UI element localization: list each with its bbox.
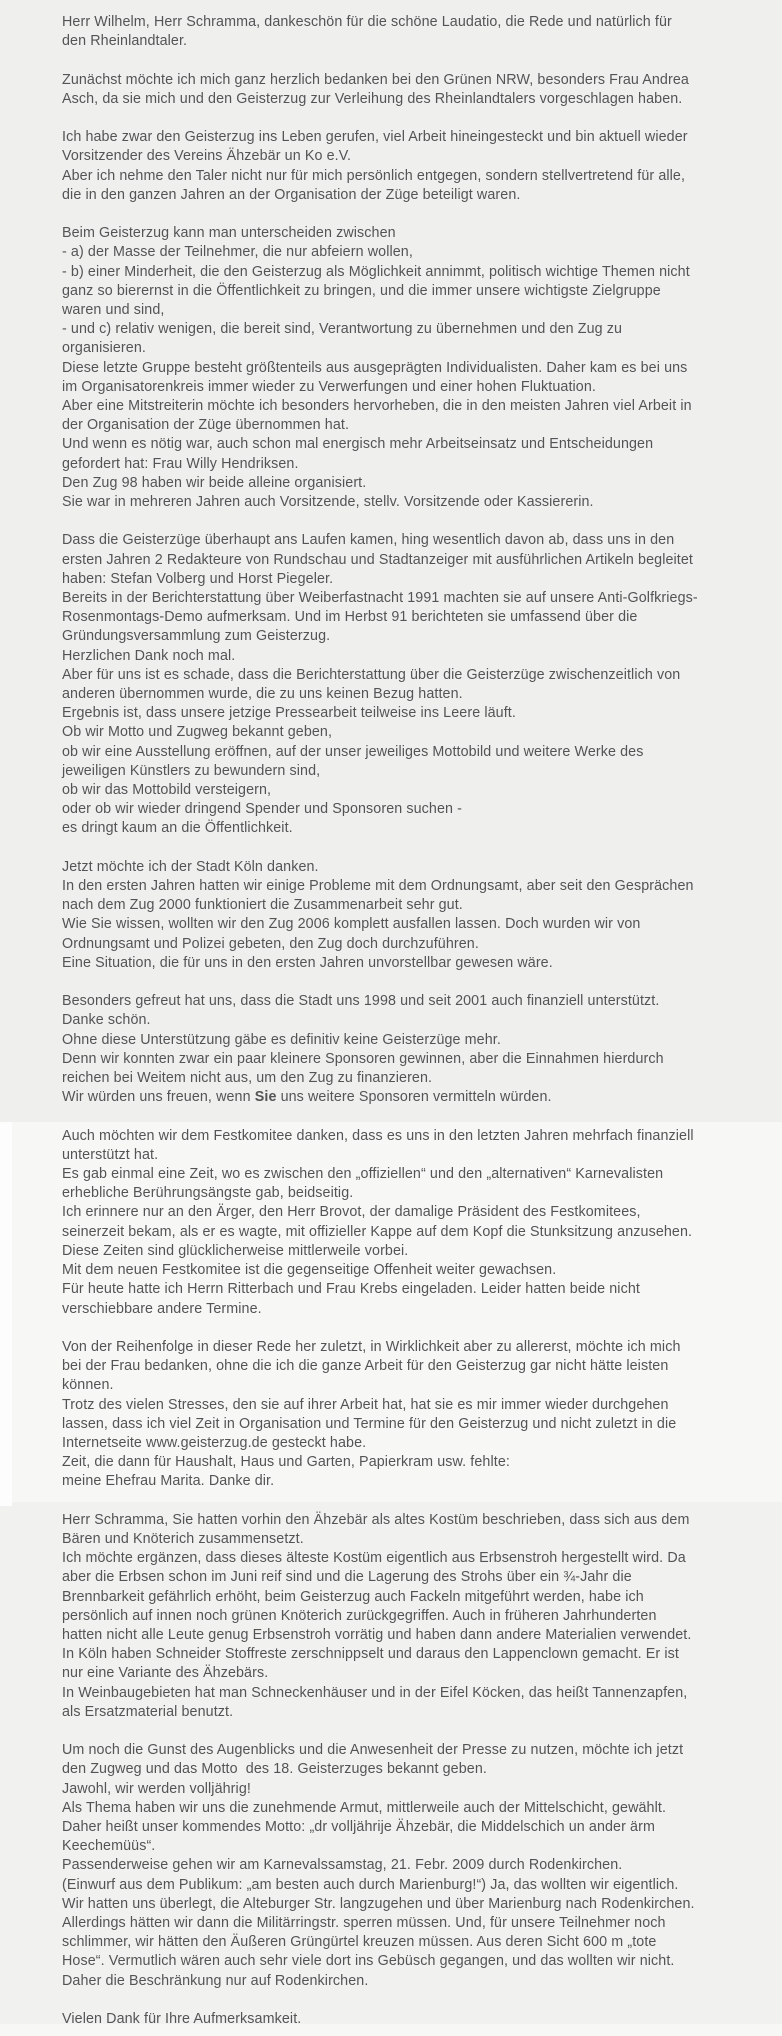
text-line: Zeit, die dann für Haushalt, Haus und Garten, Papierkram usw. fehlte: (62, 1454, 510, 1471)
text-line: Vorsitzender des Vereins Ähzebär un Ko e.V. (62, 148, 352, 165)
scan-page-edge-strip (0, 1122, 12, 1506)
text-line (62, 1088, 762, 1107)
text-line: Vielen Dank für Ihre Aufmerksamkeit. (62, 2010, 302, 2027)
paragraph (62, 1511, 762, 1722)
text-line: waren und sind, (62, 302, 165, 318)
text-line: Gründungsversammlung zum Geisterzug. (62, 628, 331, 645)
text-line: unterstützt hat. (62, 1146, 159, 1163)
text-line: Diese Zeiten sind glücklicherweise mittlerweile vorbei. (62, 1242, 409, 1259)
paragraph (62, 1338, 762, 1492)
text-line: Danke schön. (62, 1012, 151, 1029)
text-line: Dass die Geisterzüge überhaupt ans Laufen kamen, hing wesentlich davon ab, dass uns in den (62, 532, 675, 549)
text-line: gefordert hat: Frau Willy Hendriksen. (62, 455, 299, 472)
text-line: Wir hatten uns überlegt, die Alteburger Str. langzugehen und über Marienburg nach Rodenkirchen. (62, 1895, 695, 1912)
text-line: meine Ehefrau Marita. Danke dir. (62, 1473, 275, 1490)
text-line: anderen übernommen wurde, die zu uns keinen Bezug hatten. (62, 686, 463, 703)
text-line: Mit dem neuen Festkomitee ist die gegenseitige Offenheit weiter gewachsen. (62, 1262, 557, 1279)
text-line: Herr Schramma, Sie hatten vorhin den Ähzebär als altes Kostüm beschrieben, dass sich aus dem (62, 1511, 690, 1528)
text-line: ganz so bierernst in die Öffentlichkeit zu bringen, und die immer unsere wichtigste Zielgruppe (62, 282, 661, 299)
text-line: erhebliche Berührungsängste gab, beidseitig. (62, 1185, 354, 1202)
text-line: In Köln haben Schneider Stoffreste zerschnippselt und daraus den Lappenclown gemacht. Er ist (62, 1646, 679, 1663)
text-line: In Weinbaugebieten hat man Schneckenhäuser und in der Eifel Köcken, das heißt Tannenzapfen, (62, 1684, 688, 1701)
text-line: Ob wir Motto und Zugweg bekannt geben, (62, 724, 333, 741)
text-line: haben: Stefan Volberg und Horst Piegeler. (62, 570, 334, 587)
text-line: Passenderweise gehen wir am Karnevalssamstag, 21. Febr. 2009 durch Rodenkirchen. (62, 1857, 623, 1874)
text-line: Den Zug 98 haben wir beide alleine organisiert. (62, 474, 367, 491)
text-line: - a) der Masse der Teilnehmer, die nur abfeiern wollen, (62, 244, 413, 261)
text-line: Daher heißt unser kommendes Motto: „dr volljährije Ähzebär, die Middelschich un ander ärm (62, 1818, 655, 1835)
text-line: Aber für uns ist es schade, dass die Berichterstattung über die Geisterzüge zwischenzeitlich von (62, 666, 681, 683)
text-line: Ich habe zwar den Geisterzug ins Leben gerufen, viel Arbeit hineingesteckt und bin aktuell wieder (62, 129, 688, 146)
paragraph (62, 2010, 762, 2029)
text-line: reichen bei Weitem nicht aus, um den Zug zu finanzieren. (62, 1070, 433, 1087)
text-line: Jawohl, wir werden volljährig! (62, 1780, 251, 1797)
text-line: Ergebnis ist, dass unsere jetzige Pressearbeit teilweise ins Leere läuft. (62, 705, 516, 722)
text-line: Aber ich nehme den Taler nicht nur für mich persönlich entgegen, sondern stellvertretend für alle, (62, 167, 686, 184)
paragraph (62, 13, 762, 51)
text-line: Beim Geisterzug kann man unterscheiden zwischen (62, 225, 396, 242)
paragraph (62, 128, 762, 205)
emphasized-text: Sie (254, 1089, 277, 1106)
text-line: Jetzt möchte ich der Stadt Köln danken. (62, 858, 319, 875)
text-line: Herzlichen Dank noch mal. (62, 647, 236, 664)
paragraph (62, 1741, 762, 1991)
text-line: ersten Jahren 2 Redakteure von Rundschau und Stadtanzeiger mit ausführlichen Artikeln begleitet (62, 551, 694, 568)
text-line: Daher die Beschränkung nur auf Rodenkirchen. (62, 1972, 369, 1989)
paragraph (62, 224, 762, 512)
text-segment: uns weitere Sponsoren vermitteln würden. (276, 1089, 552, 1106)
text-segment: Wir würden uns freuen, wenn (62, 1089, 255, 1106)
text-line: Aber eine Mitstreiterin möchte ich besonders hervorheben, die in den meisten Jahren viel Arbeit in (62, 398, 692, 415)
text-line: aber die Erbsen schon im Juni reif sind und die Lagerung des Strohs über ein ¾-Jahr die (62, 1569, 632, 1586)
text-line: nach dem Zug 2000 funktioniert die Zusammenarbeit sehr gut. (62, 897, 463, 914)
text-line: Allerdings hätten wir dann die Militärringstr. sperren müssen. Und, für unsere Teilnehmer noch (62, 1914, 666, 1931)
text-line: Und wenn es nötig war, auch schon mal energisch mehr Arbeitseinsatz und Entscheidungen (62, 436, 654, 453)
text-line: Rosenmontags-Demo aufmerksam. Und im Herbst 91 berichteten sie umfassend über die (62, 609, 638, 626)
text-line: jeweiligen Künstlers zu bewundern sind, (62, 762, 321, 779)
text-line: Eine Situation, die für uns in den ersten Jahren unvorstellbar gewesen wäre. (62, 954, 553, 971)
text-line: bei der Frau bedanken, ohne die ich die ganze Arbeit für den Geisterzug gar nicht hätte leisten (62, 1358, 669, 1375)
text-line: Auch möchten wir dem Festkomitee danken, dass es uns in den letzten Jahren mehrfach finanziell (62, 1127, 694, 1144)
paragraph (62, 992, 762, 1107)
text-line: In den ersten Jahren hatten wir einige Probleme mit dem Ordnungsamt, aber seit den Gesprächen (62, 878, 694, 895)
text-line: Es gab einmal eine Zeit, wo es zwischen den „offiziellen“ und den „alternativen“ Karnevalisten (62, 1166, 664, 1183)
text-line: Keechemüüs“. (62, 1838, 156, 1855)
text-line: ob wir das Mottobild versteigern, (62, 782, 272, 799)
text-line: als Ersatzmaterial benutzt. (62, 1703, 234, 1720)
text-line: im Organisatorenkreis immer wieder zu Verwerfungen und einer hohen Fluktuation. (62, 378, 596, 395)
text-line: nur eine Variante des Ähzebärs. (62, 1665, 269, 1682)
text-line: - und c) relativ wenigen, die bereit sind, Verantwortung zu übernehmen und den Zug zu (62, 321, 623, 338)
text-line: Denn wir konnten zwar ein paar kleinere Sponsoren gewinnen, aber die Einnahmen hierdurch (62, 1050, 664, 1067)
text-line: Besonders gefreut hat uns, dass die Stadt uns 1998 und seit 2001 auch finanziell unterstützt. (62, 993, 660, 1010)
text-line: können. (62, 1377, 114, 1394)
paragraph (62, 858, 762, 973)
text-line: Ordnungsamt und Polizei gebeten, den Zug doch durchzuführen. (62, 935, 479, 952)
text-line: - b) einer Minderheit, die den Geisterzug als Möglichkeit annimmt, politisch wichtige Themen nicht (62, 263, 690, 280)
text-line: seinerzeit bekam, als er es wagte, mit offizieller Kappe auf dem Kopf die Stunksitzung anzusehen. (62, 1223, 693, 1240)
text-line: organisieren. (62, 340, 146, 357)
text-line: Hose“. Vermutlich wären auch sehr viele dort ins Gebüsch gegangen, und das wollten wir nicht. (62, 1953, 675, 1970)
text-line: Bereits in der Berichterstattung über Weiberfastnacht 1991 machten sie auf unsere Anti-Golfkriegs- (62, 590, 698, 607)
text-line: Bären und Knöterich zusammensetzt. (62, 1530, 304, 1547)
text-line: Ich möchte ergänzen, dass dieses älteste Kostüm eigentlich aus Erbsenstroh hergestellt wird. Da (62, 1550, 686, 1567)
text-line: Um noch die Gunst des Augenblicks und die Anwesenheit der Presse zu nutzen, möchte ich jetzt (62, 1742, 684, 1759)
text-line: persönlich auf innen noch grünen Knöterich zurückgegriffen. Auch in früheren Jahrhunderten (62, 1607, 657, 1624)
text-line: die in den ganzen Jahren an der Organisation der Züge beteiligt waren. (62, 186, 521, 203)
text-line: den Rheinlandtaler. (62, 33, 188, 50)
text-line: Ich erinnere nur an den Ärger, den Herr Brovot, der damalige Präsident des Festkomitees, (62, 1204, 641, 1221)
text-line: Herr Wilhelm, Herr Schramma, dankeschön für die schöne Laudatio, die Rede und natürlich für (62, 14, 672, 30)
text-line: Diese letzte Gruppe besteht größtenteils aus ausgeprägten Individualisten. Daher kam es bei uns (62, 359, 688, 376)
paragraph (62, 531, 762, 838)
text-line: Ohne diese Unterstützung gäbe es definitiv keine Geisterzüge mehr. (62, 1031, 501, 1048)
speech-document-text (62, 13, 762, 2029)
paragraph (62, 71, 762, 109)
text-line: verschiebbare andere Termine. (62, 1300, 262, 1317)
text-line: lassen, dass ich viel Zeit in Organisation und Termine für den Geisterzug und nicht zuletzt in die (62, 1415, 677, 1432)
text-line: Brennbarkeit gefährlich erhöht, beim Geisterzug auch Fackeln mitgeführt werden, habe ich (62, 1588, 644, 1605)
text-line: Von der Reihenfolge in dieser Rede her zuletzt, in Wirklichkeit aber zu allererst, möchte ich mich (62, 1338, 681, 1355)
text-line: Für heute hatte ich Herrn Ritterbach und Frau Krebs eingeladen. Leider hatten beide nicht (62, 1281, 640, 1298)
text-line: Als Thema haben wir uns die zunehmende Armut, mittlerweile auch der Mittelschicht, gewählt. (62, 1799, 667, 1816)
text-line: Sie war in mehreren Jahren auch Vorsitzende, stellv. Vorsitzende oder Kassiererin. (62, 494, 594, 511)
text-line: den Zugweg und das Motto des 18. Geisterzuges bekannt geben. (62, 1761, 487, 1778)
text-line: schlimmer, wir hätten den Äußeren Grüngürtel kreuzen müssen. Aus deren Sicht 600 m „tote (62, 1934, 657, 1951)
text-line: Wie Sie wissen, wollten wir den Zug 2006 komplett ausfallen lassen. Doch wurden wir von (62, 916, 641, 933)
text-line: es dringt kaum an die Öffentlichkeit. (62, 820, 293, 837)
text-line: Internetseite www.geisterzug.de gesteckt habe. (62, 1434, 367, 1451)
text-line: Trotz des vielen Stresses, den sie auf ihrer Arbeit hat, hat sie es mir immer wieder durchgehen (62, 1396, 669, 1413)
text-line: Zunächst möchte ich mich ganz herzlich bedanken bei den Grünen NRW, besonders Frau Andrea (62, 71, 689, 88)
text-line: hatten nicht alle Leute genug Erbsenstroh vorrätig und haben dann andere Materialien verwendet. (62, 1626, 692, 1643)
text-line: oder ob wir wieder dringend Spender und Sponsoren suchen - (62, 801, 463, 818)
text-line: der Organisation der Züge übernommen hat. (62, 417, 350, 434)
paragraph (62, 1127, 762, 1319)
text-line: (Einwurf aus dem Publikum: „am besten auch durch Marienburg!“) Ja, das wollten wir eigentlich. (62, 1876, 679, 1893)
text-line: ob wir eine Ausstellung eröffnen, auf der unser jeweiliges Mottobild und weitere Werke des (62, 743, 644, 760)
text-line: Asch, da sie mich und den Geisterzug zur Verleihung des Rheinlandtalers vorgeschlagen haben. (62, 90, 683, 107)
